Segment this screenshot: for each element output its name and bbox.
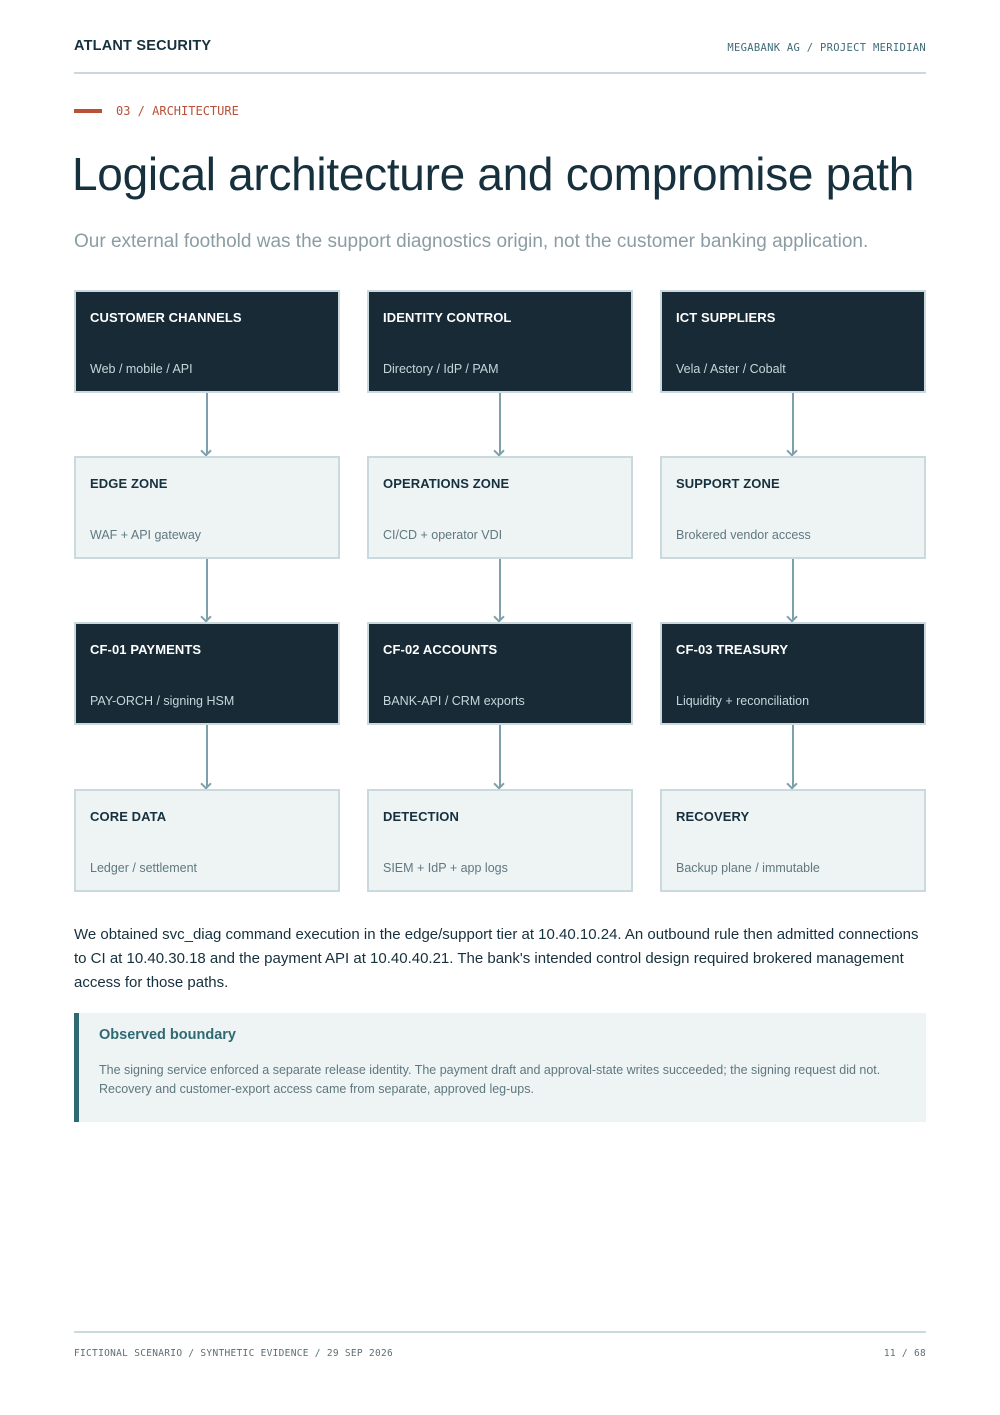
node-subtitle: CI/CD + operator VDI [383,528,503,542]
node-title: ICT SUPPLIERS [676,310,776,325]
node-cf01-payments [74,622,340,725]
node-subtitle: SIEM + IdP + app logs [383,861,508,875]
connector-arrow [206,725,208,787]
callout-body: The signing service enforced a separate release identity. The payment draft and approval-state writes succeeded; the signing request did not. Recovery and customer-export access came from separate, approved leg-ups. [99,1063,881,1096]
node-subtitle: Vela / Aster / Cobalt [676,362,786,376]
node-subtitle: BANK-API / CRM exports [383,694,525,708]
connector-arrow [792,393,794,454]
node-title: DETECTION [383,809,460,824]
section-accent-bar [74,109,102,113]
node-title: OPERATIONS ZONE [383,476,510,491]
node-cf03-treasury [660,622,926,725]
node-subtitle: Web / mobile / API [90,362,193,376]
node-core-data [74,789,340,892]
node-subtitle: Liquidity + reconciliation [676,694,810,708]
node-title: CF-02 ACCOUNTS [383,642,498,657]
node-support-zone [660,456,926,559]
node-subtitle: WAF + API gateway [90,528,202,542]
page-footer [74,1331,926,1373]
node-subtitle: Brokered vendor access [676,528,811,542]
page-subtitle: Our external foothold was the support diagnostics origin, not the customer banking application. [74,231,869,252]
connector-arrow [499,559,501,620]
page-number: 11 / 68 [883,1348,926,1359]
node-title: CUSTOMER CHANNELS [90,310,242,325]
node-title: SUPPORT ZONE [676,476,780,491]
observed-boundary-callout [74,1013,926,1122]
node-title: RECOVERY [676,809,750,824]
node-identity-control [367,290,633,393]
node-operations-zone [367,456,633,559]
connector-arrow [499,725,501,787]
node-customer-channels [74,290,340,393]
node-subtitle: Backup plane / immutable [676,861,820,875]
connector-arrow [206,393,208,454]
node-title: CF-01 PAYMENTS [90,642,202,657]
section-label: 03 / ARCHITECTURE [116,104,239,118]
footer-disclaimer: FICTIONAL SCENARIO / SYNTHETIC EVIDENCE / 29 SEP 2026 [74,1348,394,1359]
callout-title: Observed boundary [99,1027,236,1043]
node-title: CORE DATA [90,809,167,824]
node-cf02-accounts [367,622,633,725]
brand-name: ATLANT SECURITY [74,38,212,54]
connector-arrow [499,393,501,454]
node-subtitle: PAY-ORCH / signing HSM [90,694,235,708]
node-ict-suppliers [660,290,926,393]
node-subtitle: Ledger / settlement [90,861,198,875]
node-recovery [660,789,926,892]
node-title: IDENTITY CONTROL [383,310,512,325]
node-detection [367,789,633,892]
connector-arrow [792,725,794,787]
node-subtitle: Directory / IdP / PAM [383,362,499,376]
node-title: CF-03 TREASURY [676,642,789,657]
client-project: MEGABANK AG / PROJECT MERIDIAN [727,42,926,54]
page-title: Logical architecture and compromise path [72,148,915,200]
node-title: EDGE ZONE [90,476,168,491]
connector-arrow [792,559,794,620]
node-edge-zone [74,456,340,559]
page-header [74,38,926,74]
body-paragraph: We obtained svc_diag command execution in the edge/support tier at 10.40.10.24. An outbound rule then admitted connections to CI at 10.40.30.18 and the payment API at 10.40.40.21. The bank's intended control design required brokered management access for those paths. [74,926,919,991]
connector-arrow [206,559,208,620]
